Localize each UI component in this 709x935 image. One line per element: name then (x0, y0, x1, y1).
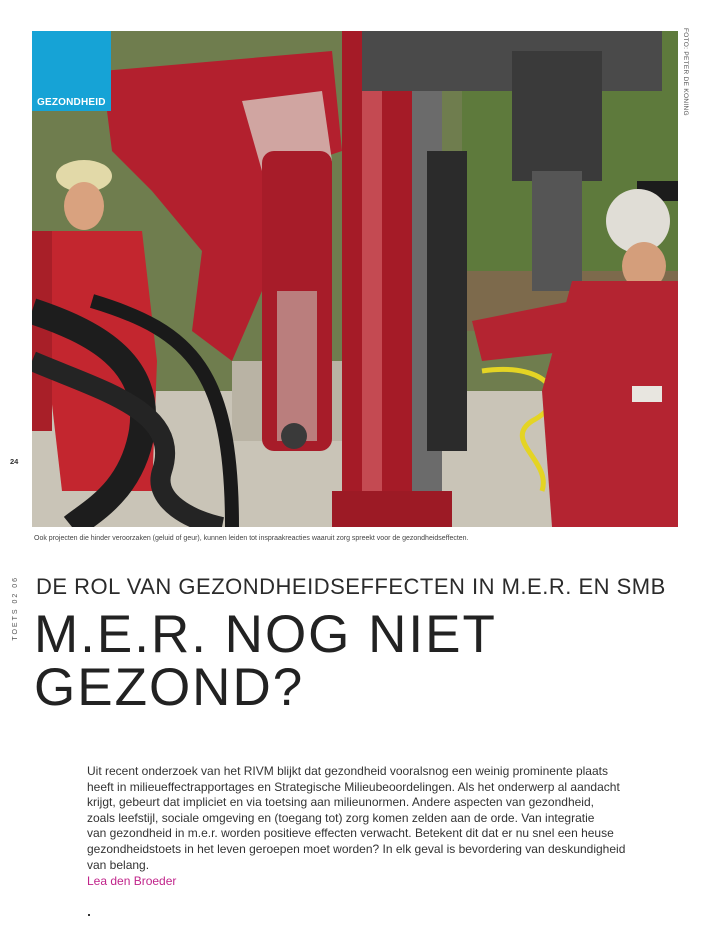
intro-line: van gezondheid in m.e.r. worden positieve effecten verwacht. Betekent dit dat er nu snel een heuse (87, 826, 614, 841)
headline-line-2: GEZOND? (34, 658, 305, 717)
intro-line: gezondheidstoets in het leven geroepen moet worden? In elk geval is bevordering van deskundigheid (87, 841, 626, 856)
intro-line: zoals leefstijl, sociale omgeving en (toegang tot) zorg komen zelden aan de orde. Van integratie (87, 810, 595, 825)
photo-credit: FOTO: PETER DE KONING (682, 28, 689, 116)
intro-line: heeft in milieueffectrapportages en Strategische Milieubeoordelingen. Als het onderwerp al aandacht (87, 779, 620, 794)
running-title: TOETS 02 06 (12, 576, 19, 641)
section-tag (32, 31, 111, 111)
cover-photo (32, 31, 678, 527)
article-headline (34, 605, 497, 717)
drilling-rig-photo (32, 31, 678, 527)
headline-line-1: M.E.R. NOG NIET (34, 605, 497, 664)
intro-line: krijgt, gebeurt dat impliciet en via toetsing aan milieunormen. Andere aspecten van gezondheid, (87, 795, 594, 810)
section-tag-label: GEZONDHEID (37, 97, 106, 108)
intro-line: van belang. (87, 857, 150, 872)
author-name: Lea den Broeder (87, 874, 177, 888)
end-dot (88, 914, 90, 916)
intro-line: Uit recent onderzoek van het RIVM blijkt dat gezondheid vooralsnog een weinig prominente plaats (87, 764, 608, 778)
intro-paragraph (87, 764, 627, 873)
page-number: 24 (10, 457, 19, 466)
article-kicker: DE ROL VAN GEZONDHEIDSEFFECTEN IN M.E.R. EN SMB (36, 574, 666, 599)
photo-caption: Ook projecten die hinder veroorzaken (geluid of geur), kunnen leiden tot inspraakreacties waaruit zorg spreekt voor de gezondheidseffecten. (34, 535, 469, 542)
